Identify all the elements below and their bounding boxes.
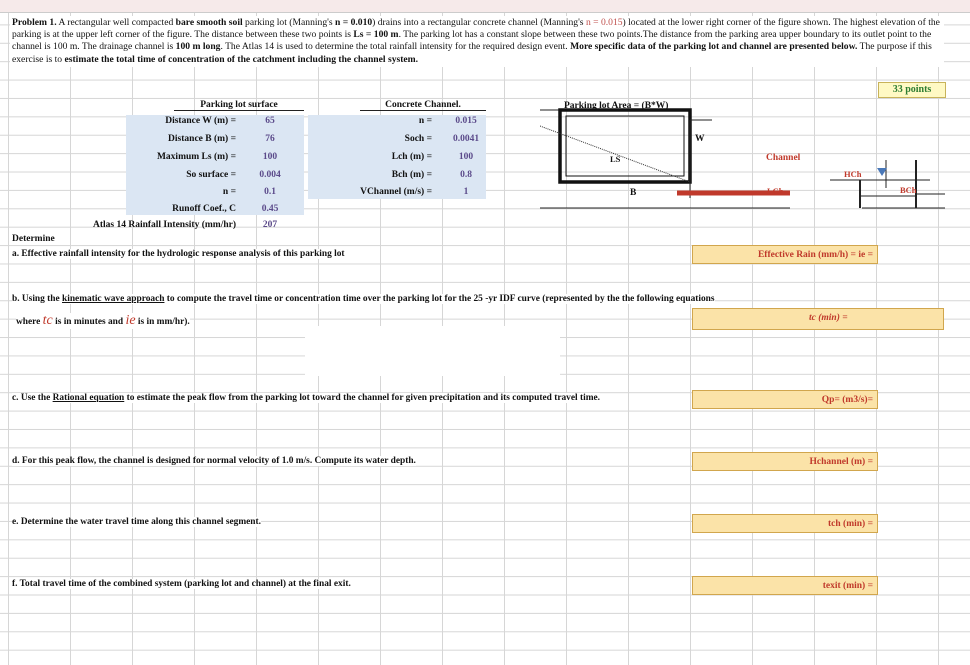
parking-value-ls[interactable]: 100 <box>262 152 278 162</box>
problem-statement: Problem 1. A rectangular well compacted bare smooth soil parking lot (Manning's n = 0.010) drains into a rectangular concrete channel (Manning's n = 0.015) located at the lower right corner of the figure shown. The highest elevation of the parking is at the upper left corner of the figure. The distance between these two points is Ls = 100 m. The parking lot has a constant slope between these two points.The distance from the parking area upper boundary to its outlet point to the channel is 100 m. The drainage channel is 100 m long. The Atlas 14 is used to determine the total rainfall intensity for the required design event. More specific data of the parking lot and channel are presented below. The purpose if this exercise is to estimate the total time of concentration of the catchment including the channel system. <box>10 16 944 67</box>
question-b-line2: where tc is in minutes and ie is in mm/hr). <box>16 313 190 328</box>
bch-label: BCh <box>900 185 917 195</box>
parking-value-b[interactable]: 76 <box>265 134 275 144</box>
parking-value-w[interactable]: 65 <box>265 116 275 126</box>
channel-header: Concrete Channel. <box>360 100 486 111</box>
channel-value-bch[interactable]: 0.8 <box>460 170 472 180</box>
question-a: a. Effective rainfall intensity for the hydrologic response analysis of this parking lot <box>12 249 345 259</box>
ls-label: LS <box>610 154 621 164</box>
determine-label: Determine <box>12 234 55 244</box>
answer-a-field[interactable]: Effective Rain (mm/h) = ie = <box>692 245 878 264</box>
b-label: B <box>630 188 637 198</box>
column-header-strip <box>0 0 970 13</box>
points-badge: 33 points <box>878 82 946 98</box>
answer-e-field[interactable]: tch (min) = <box>692 514 878 533</box>
parking-value-so[interactable]: 0.004 <box>259 170 281 180</box>
parking-header: Parking lot surface <box>174 100 304 111</box>
parking-label-c: Runoff Coef., C <box>172 204 236 214</box>
parking-lot-diagram <box>540 98 960 218</box>
channel-value-v[interactable]: 1 <box>463 187 469 197</box>
parking-label-intensity: Atlas 14 Rainfall Intensity (mm/hr) <box>92 220 236 230</box>
answer-b-field[interactable]: tc (min) = <box>692 308 944 330</box>
lch-label: LCh <box>767 186 784 196</box>
channel-value-n[interactable]: 0.015 <box>455 116 477 126</box>
question-b: b. Using the kinematic wave approach to compute the travel time or concentration time over the parking lot for the 25 -yr IDF curve (represented by the the following equations <box>12 294 715 304</box>
parking-label-b: Distance B (m) = <box>168 134 236 144</box>
parking-label-w: Distance W (m) = <box>165 116 236 126</box>
channel-value-lch[interactable]: 100 <box>458 152 474 162</box>
parking-table-bg <box>126 115 304 215</box>
channel-label-n: n = <box>418 116 432 126</box>
question-e: e. Determine the water travel time along this channel segment. <box>12 517 261 527</box>
diagram-title: Parking lot Area = (B*W) <box>564 101 669 111</box>
question-f: f. Total travel time of the combined system (parking lot and channel) at the final exit. <box>12 579 351 589</box>
parking-lot-inner <box>566 116 684 176</box>
parking-label-ls: Maximum Ls (m) = <box>156 152 236 162</box>
channel-label-v: VChannel (m/s) = <box>360 187 432 197</box>
equation-area <box>305 326 560 376</box>
hch-label: HCh <box>844 169 862 179</box>
parking-label-n: n = <box>222 187 236 197</box>
answer-c-field[interactable]: Qp= (m3/s)= <box>692 390 878 409</box>
parking-lot-outline <box>560 110 690 182</box>
answer-d-field[interactable]: Hchannel (m) = <box>692 452 878 471</box>
answer-f-field[interactable]: texit (min) = <box>692 576 878 595</box>
parking-value-c[interactable]: 0.45 <box>261 204 279 214</box>
w-label: W <box>695 134 705 144</box>
parking-label-so: So surface = <box>186 170 236 180</box>
channel-value-soch[interactable]: 0.0041 <box>452 134 480 144</box>
channel-label-lch: Lch (m) = <box>391 152 432 162</box>
parking-value-n[interactable]: 0.1 <box>264 187 276 197</box>
question-c: c. Use the Rational equation to estimate the peak flow from the parking lot toward the channel for given precipitation and its computed travel time. <box>12 393 601 403</box>
question-d: d. For this peak flow, the channel is designed for normal velocity of 1.0 m/s. Compute its water depth. <box>12 456 416 466</box>
channel-label: Channel <box>766 153 801 163</box>
channel-label-bch: Bch (m) = <box>391 170 432 180</box>
parking-value-intensity[interactable]: 207 <box>262 220 278 230</box>
channel-label-soch: Soch = <box>404 134 432 144</box>
